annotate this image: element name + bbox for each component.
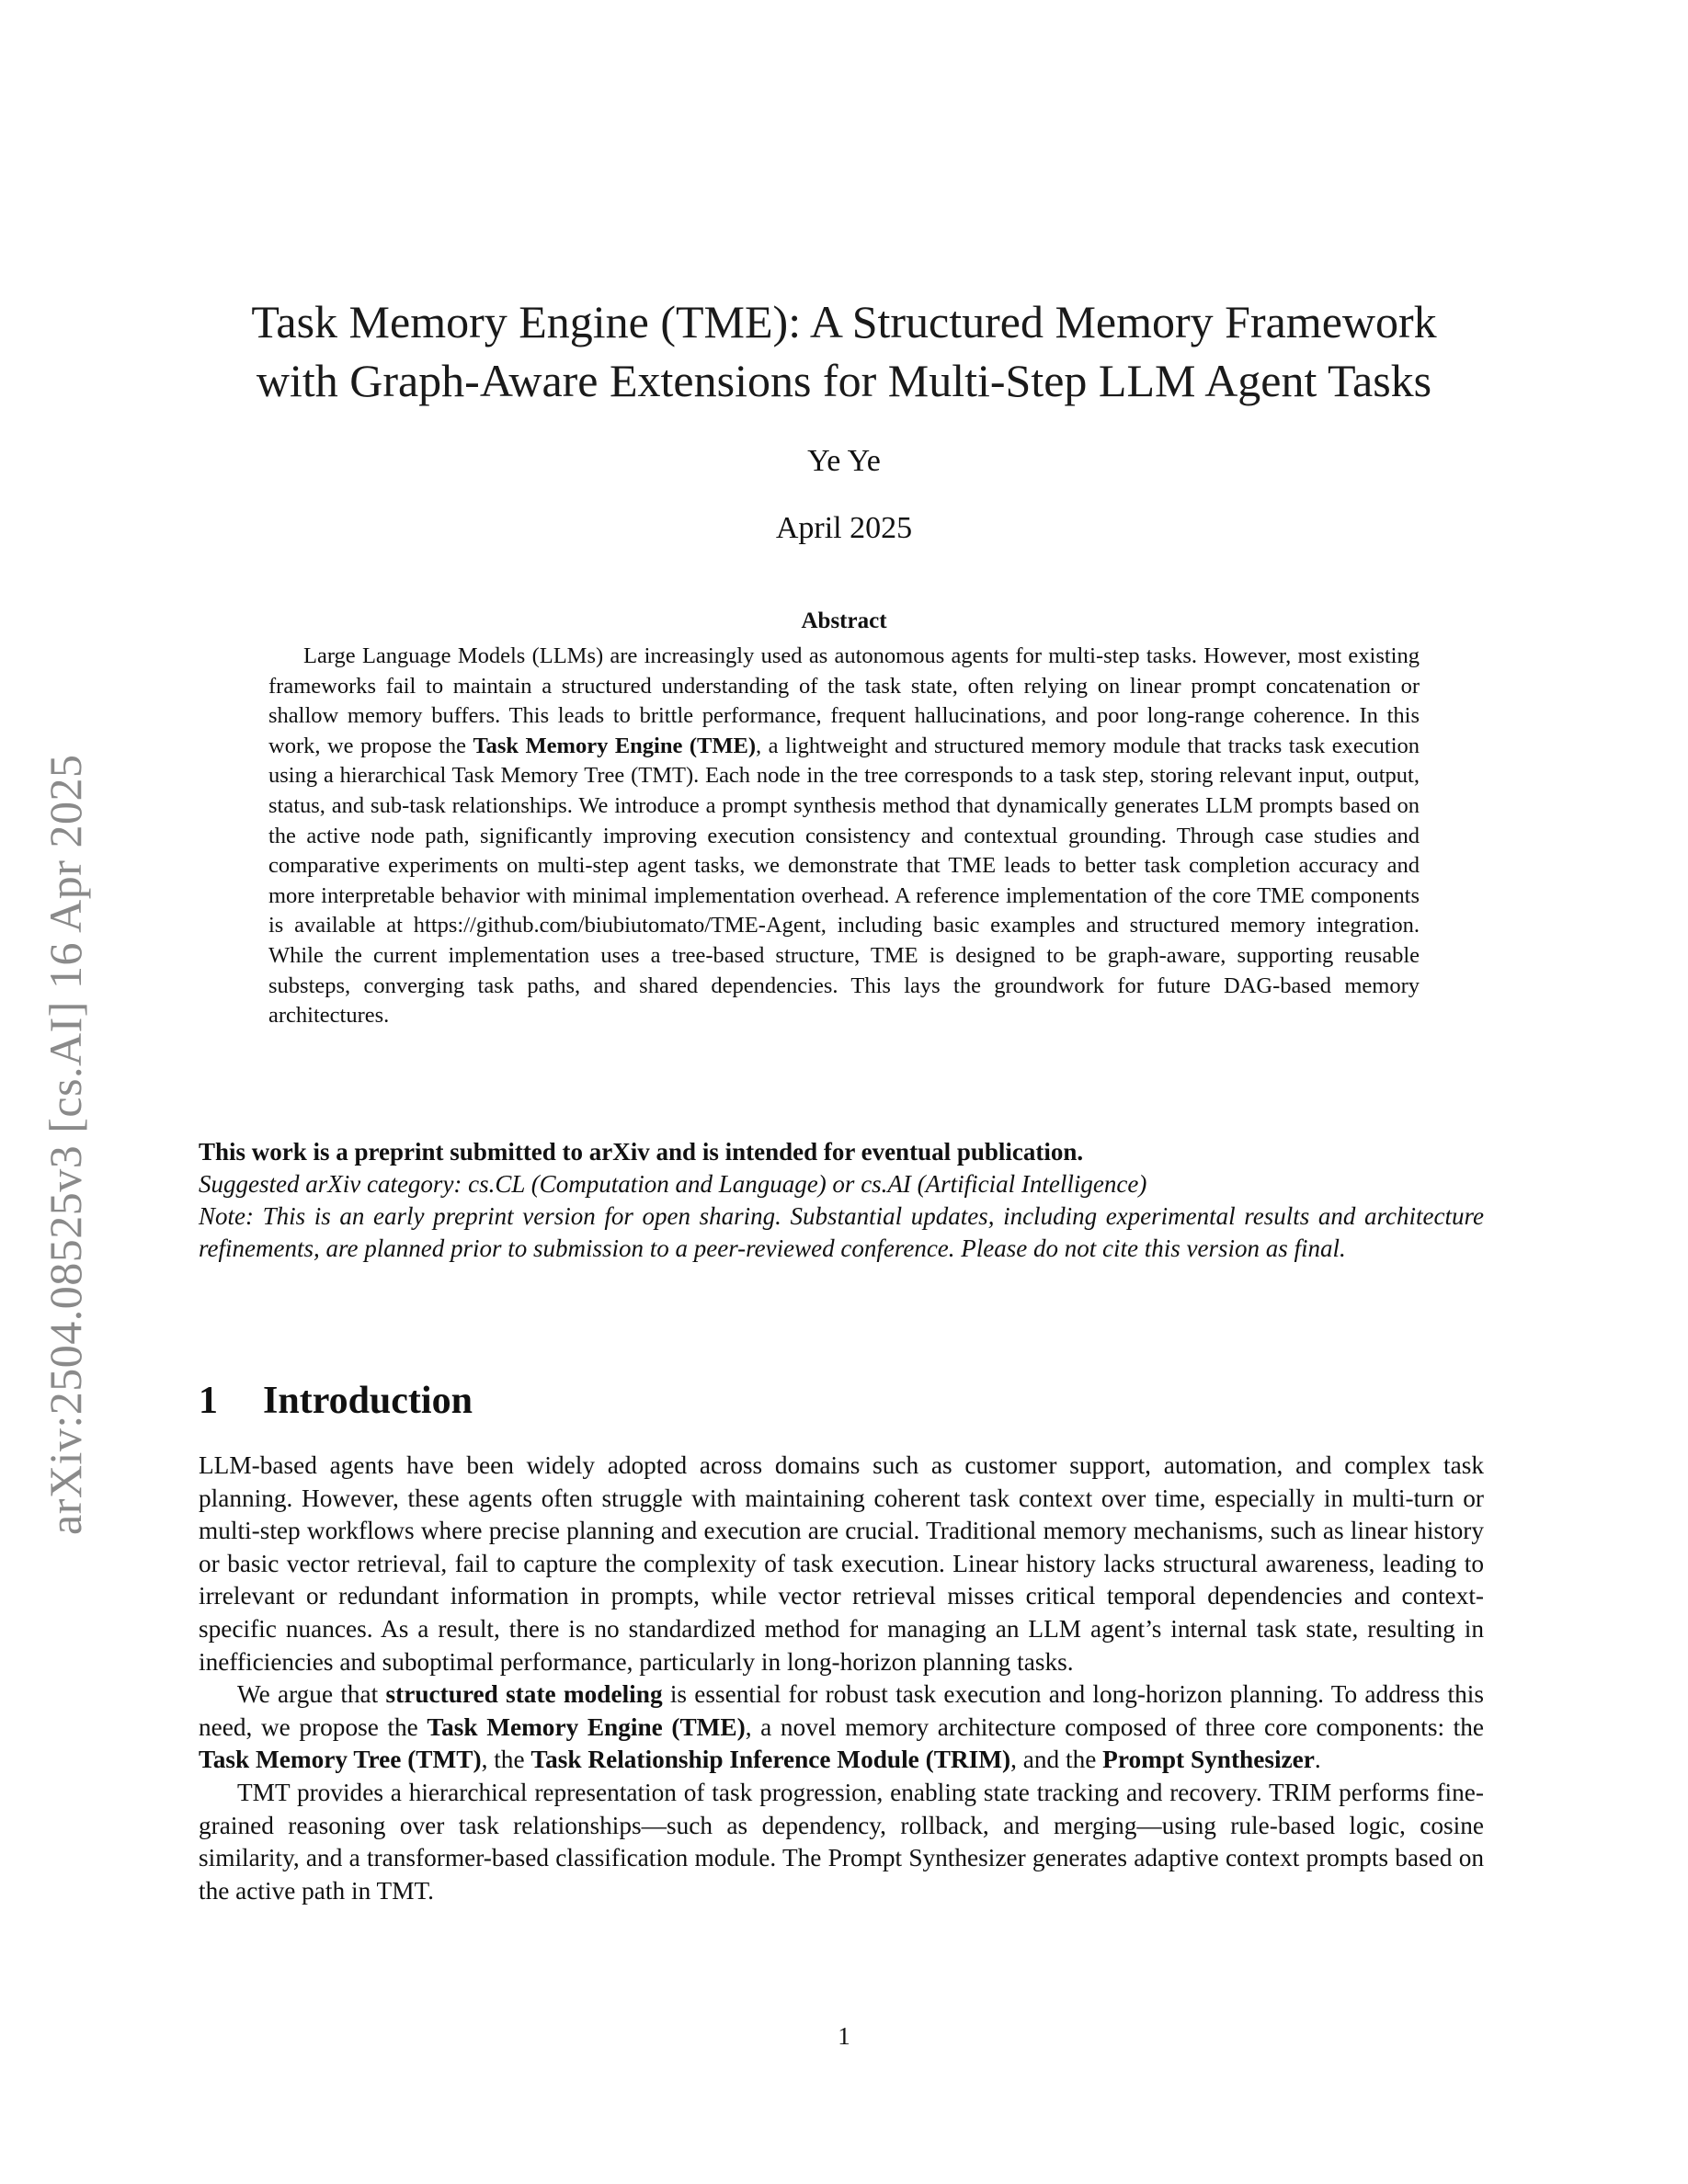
section-title: Introduction [263, 1380, 473, 1422]
introduction-body [199, 1450, 1484, 1907]
early-version-note: Note: This is an early preprint version for open sharing. Substantial updates, including experimental results and architecture refinements, are planned prior to submission to a peer-reviewed conference. Please do not cite this version as final. [199, 1202, 1484, 1262]
intro-paragraph-3: TMT provides a hierarchical representation of task progression, enabling state tracking and recovery. TRIM performs fine-grained reasoning over task relationships—such as dependency, rollback, and merging—using rule-based logic, cosine similarity, and a transformer-based classification module. The Prompt Synthesizer generates adaptive context prompts based on the active path in TMT. [199, 1778, 1484, 1905]
para2-bold-synth: Prompt Synthesizer [1102, 1746, 1315, 1774]
title-line-2: with Graph-Aware Extensions for Multi-Step LLM Agent Tasks [256, 355, 1432, 406]
para2-text-a: We argue that [237, 1680, 386, 1709]
abstract-bold-tme: Task Memory Engine (TME) [473, 733, 756, 758]
arxiv-side-stamp: arXiv:2504.08525v3 [cs.AI] 16 Apr 2025 [40, 754, 91, 1535]
para2-text-c: , a novel memory architecture composed of three core components: the [745, 1712, 1485, 1741]
page-number: 1 [838, 2022, 850, 2050]
para2-text-f: . [1314, 1746, 1321, 1774]
abstract-text-1: Large Language Models (LLMs) are increasingly used as autonomous agents for multi-step tasks. However, most existing frameworks fail to maintain a structured understanding of the task state, often relying on linear prompt concatenation or shallow memory buffers. This leads to brittle performance, frequent hallucinations, and poor long-range coherence. In this work, we propose the [268, 643, 1420, 758]
intro-paragraph-2 [199, 1678, 1484, 1777]
author: Ye Ye [807, 444, 881, 478]
title-line-1: Task Memory Engine (TME): A Structured Memory Framework [251, 296, 1437, 347]
paper-title [184, 292, 1504, 410]
para2-bold-trim: Task Relationship Inference Module (TRIM) [530, 1746, 1011, 1774]
abstract-text-2: , a lightweight and structured memory module that tracks task execution using a hierarchical Task Memory Tree (TMT). Each node in the tree corresponds to a task step, storing relevant input, output, status, and sub-task relationships. We introduce a prompt synthesis method that dynamically generates LLM prompts based on the active node path, significantly improving execution consistency and contextual grounding. Through case studies and comparative experiments on multi-step agent tasks, we demonstrate that TME leads to better task completion accuracy and more interpretable behavior with minimal implementation overhead. A reference implementation of the core TME components is available at https://github.com/biubiutomato/TME-Agent, including basic examples and structured memory integration. While the current implementation uses a tree-based structure, TME is designed to be graph-aware, supporting reusable substeps, converging task paths, and shared dependencies. This lays the groundwork for future DAG-based memory architectures. [268, 733, 1420, 1029]
para2-text-e: , and the [1010, 1746, 1103, 1774]
suggested-category: Suggested arXiv category: cs.CL (Computation and Language) or cs.AI (Artificial Intelligence) [199, 1170, 1147, 1198]
abstract-heading: Abstract [801, 609, 887, 633]
preprint-note-block [199, 1136, 1484, 1265]
para2-text-d: , the [481, 1746, 531, 1774]
intro-paragraph-1: LLM-based agents have been widely adopted across domains such as customer support, automation, and complex task planning. However, these agents often struggle with maintaining coherent task context over time, especially in multi-turn or multi-step workflows where precise planning and execution are crucial. Traditional memory mechanisms, such as linear history or basic vector retrieval, fail to capture the complexity of task execution. Linear history lacks structural awareness, leading to irrelevant or redundant information in prompts, while vector retrieval misses critical temporal dependencies and context-specific nuances. As a result, there is no standardized method for managing an LLM agent’s internal task state, resulting in inefficiencies and suboptimal performance, particularly in long-horizon planning tasks. [199, 1451, 1484, 1676]
para2-bold-tmt: Task Memory Tree (TMT) [199, 1746, 482, 1774]
section-heading [199, 1379, 1484, 1423]
date: April 2025 [775, 511, 913, 545]
para2-bold-tme: Task Memory Engine (TME) [427, 1712, 746, 1741]
para2-text-b: is essential for robust task execution and long-horizon planning. To address this need, we propose the [199, 1680, 1484, 1741]
abstract-body [268, 642, 1420, 1031]
preprint-statement: This work is a preprint submitted to arXiv and is intended for eventual publication. [199, 1138, 1084, 1166]
section-number: 1 [199, 1380, 218, 1422]
para2-bold-structured: structured state modeling [385, 1680, 663, 1709]
